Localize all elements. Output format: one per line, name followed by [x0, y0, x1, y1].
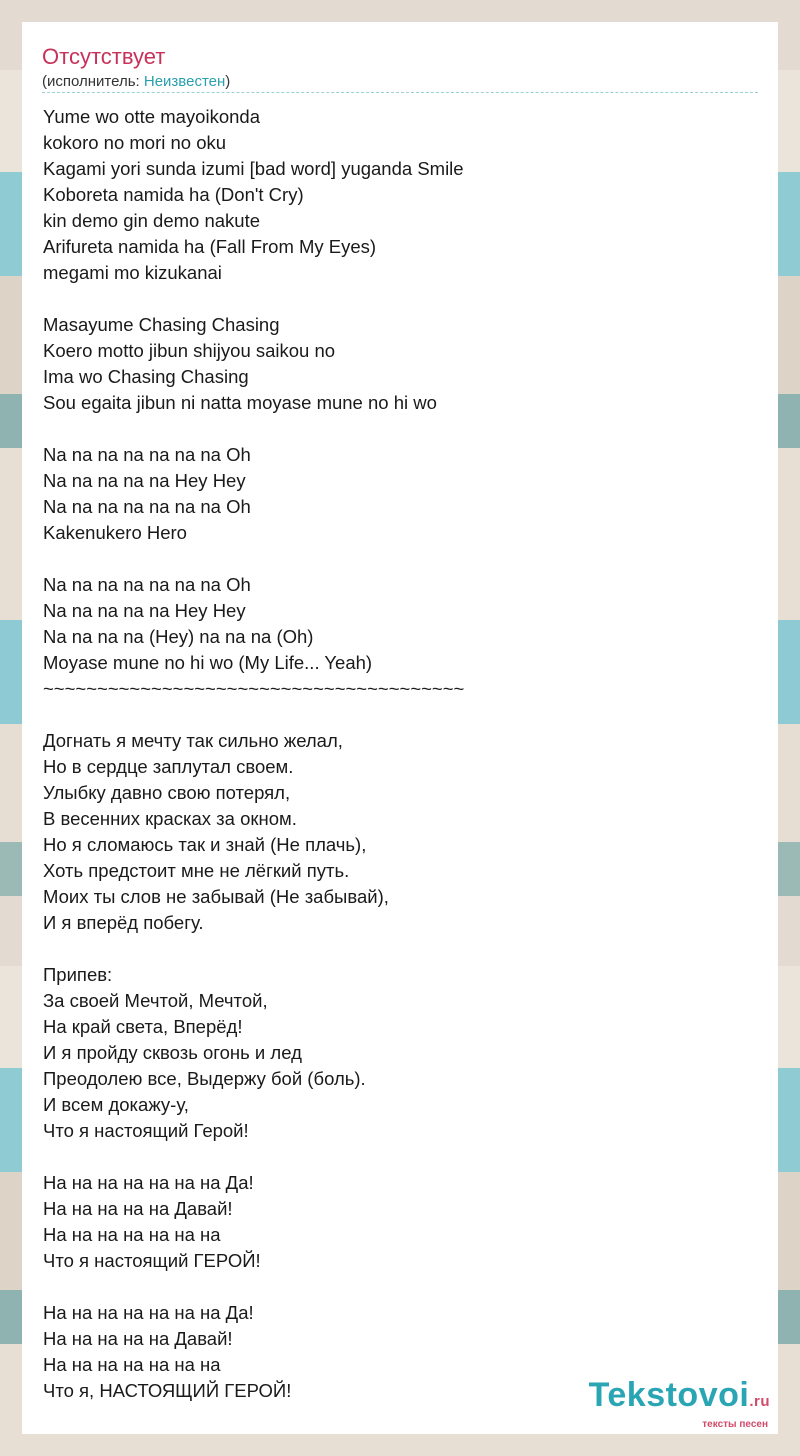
lyric-line: Kakenukero Hero [43, 522, 187, 543]
lyric-line: На на на на на на на Да! [43, 1172, 254, 1193]
lyric-line: На на на на на на на [43, 1354, 221, 1375]
lyric-line: Догнать я мечту так сильно желал, [43, 730, 343, 751]
lyric-line: На край света, Вперёд! [43, 1016, 243, 1037]
lyric-line: На на на на на Давай! [43, 1328, 233, 1349]
lyric-line: Преодолею все, Выдержу бой (боль). [43, 1068, 366, 1089]
lyric-line [43, 416, 763, 442]
lyric-line: Koero motto jibun shijyou saikou no [43, 340, 336, 361]
lyric-line: И всем докажу-у, [43, 1094, 189, 1115]
logo-tagline: тексты песен [702, 1419, 768, 1430]
lyric-line: И я вперёд побегу. [43, 912, 204, 933]
lyric-line: Na na na na na na na Oh [43, 574, 251, 595]
lyric-line: В весенних красках за окном. [43, 808, 297, 829]
lyric-line: Что я настоящий Герой! [43, 1120, 249, 1141]
lyric-line: Moyase mune no hi wo (My Life... Yeah) [43, 652, 373, 673]
lyric-line: Masayume Chasing Chasing [43, 314, 280, 335]
lyric-line: Na na na na na na na Oh [43, 444, 251, 465]
lyric-line: Припев: [43, 964, 113, 985]
lyric-line: На на на на на на на [43, 1224, 221, 1245]
logo-name: Tekstovoi [588, 1376, 750, 1414]
lyric-line: Na na na na (Hey) na na na (Oh) [43, 626, 314, 647]
lyrics-text [43, 104, 763, 1404]
artist-line [42, 73, 230, 91]
lyric-line: Na na na na na Hey Hey [43, 600, 246, 621]
lyric-line: Моих ты слов не забывай (Не забывай), [43, 886, 389, 907]
divider [42, 92, 758, 93]
artist-prefix: (исполнитель: [42, 73, 144, 90]
lyric-line: Na na na na na na na Oh [43, 496, 251, 517]
lyric-line [43, 546, 763, 572]
logo-wordmark [589, 1378, 770, 1419]
lyric-line: ~~~~~~~~~~~~~~~~~~~~~~~~~~~~~~~~~~~~~~~ [43, 678, 465, 699]
site-logo[interactable] [589, 1378, 770, 1430]
lyric-line [43, 286, 763, 312]
lyric-line: kin demo gin demo nakute [43, 210, 260, 231]
lyric-line: Koboreta namida ha (Don't Cry) [43, 184, 304, 205]
lyric-line: Но я сломаюсь так и знай (Не плачь), [43, 834, 367, 855]
lyric-line: На на на на на на на Да! [43, 1302, 254, 1323]
lyric-line: Kagami yori sunda izumi [bad word] yuganda Smile [43, 158, 464, 179]
lyric-line: Что я настоящий ГЕРОЙ! [43, 1250, 261, 1271]
lyrics-card [22, 22, 778, 1434]
artist-suffix: ) [225, 73, 231, 90]
lyric-line: Улыбку давно свою потерял, [43, 782, 291, 803]
lyric-line: Хоть предстоит мне не лёгкий путь. [43, 860, 350, 881]
lyric-line: megami mo kizukanai [43, 262, 222, 283]
logo-tld: .ru [749, 1393, 770, 1410]
artist-link[interactable]: Неизвестен [143, 73, 226, 90]
lyric-line: На на на на на Давай! [43, 1198, 233, 1219]
lyric-line: Что я, НАСТОЯЩИЙ ГЕРОЙ! [43, 1380, 292, 1401]
lyric-line: И я пройду сквозь огонь и лед [43, 1042, 302, 1063]
lyric-line [43, 1144, 763, 1170]
lyric-line [43, 702, 763, 728]
song-title: Отсутствует [42, 44, 166, 69]
lyric-line: Na na na na na Hey Hey [43, 470, 246, 491]
lyric-line [43, 1274, 763, 1300]
lyric-line: Sou egaita jibun ni natta moyase mune no hi wo [43, 392, 437, 413]
lyric-line: За своей Мечтой, Мечтой, [43, 990, 268, 1011]
lyric-line: Но в сердце заплутал своем. [43, 756, 294, 777]
lyric-line: Arifureta namida ha (Fall From My Eyes) [43, 236, 377, 257]
lyric-line: Ima wo Chasing Chasing [43, 366, 249, 387]
lyric-line: kokoro no mori no oku [43, 132, 227, 153]
lyric-line [43, 936, 763, 962]
lyric-line: Yume wo otte mayoikonda [43, 106, 260, 127]
